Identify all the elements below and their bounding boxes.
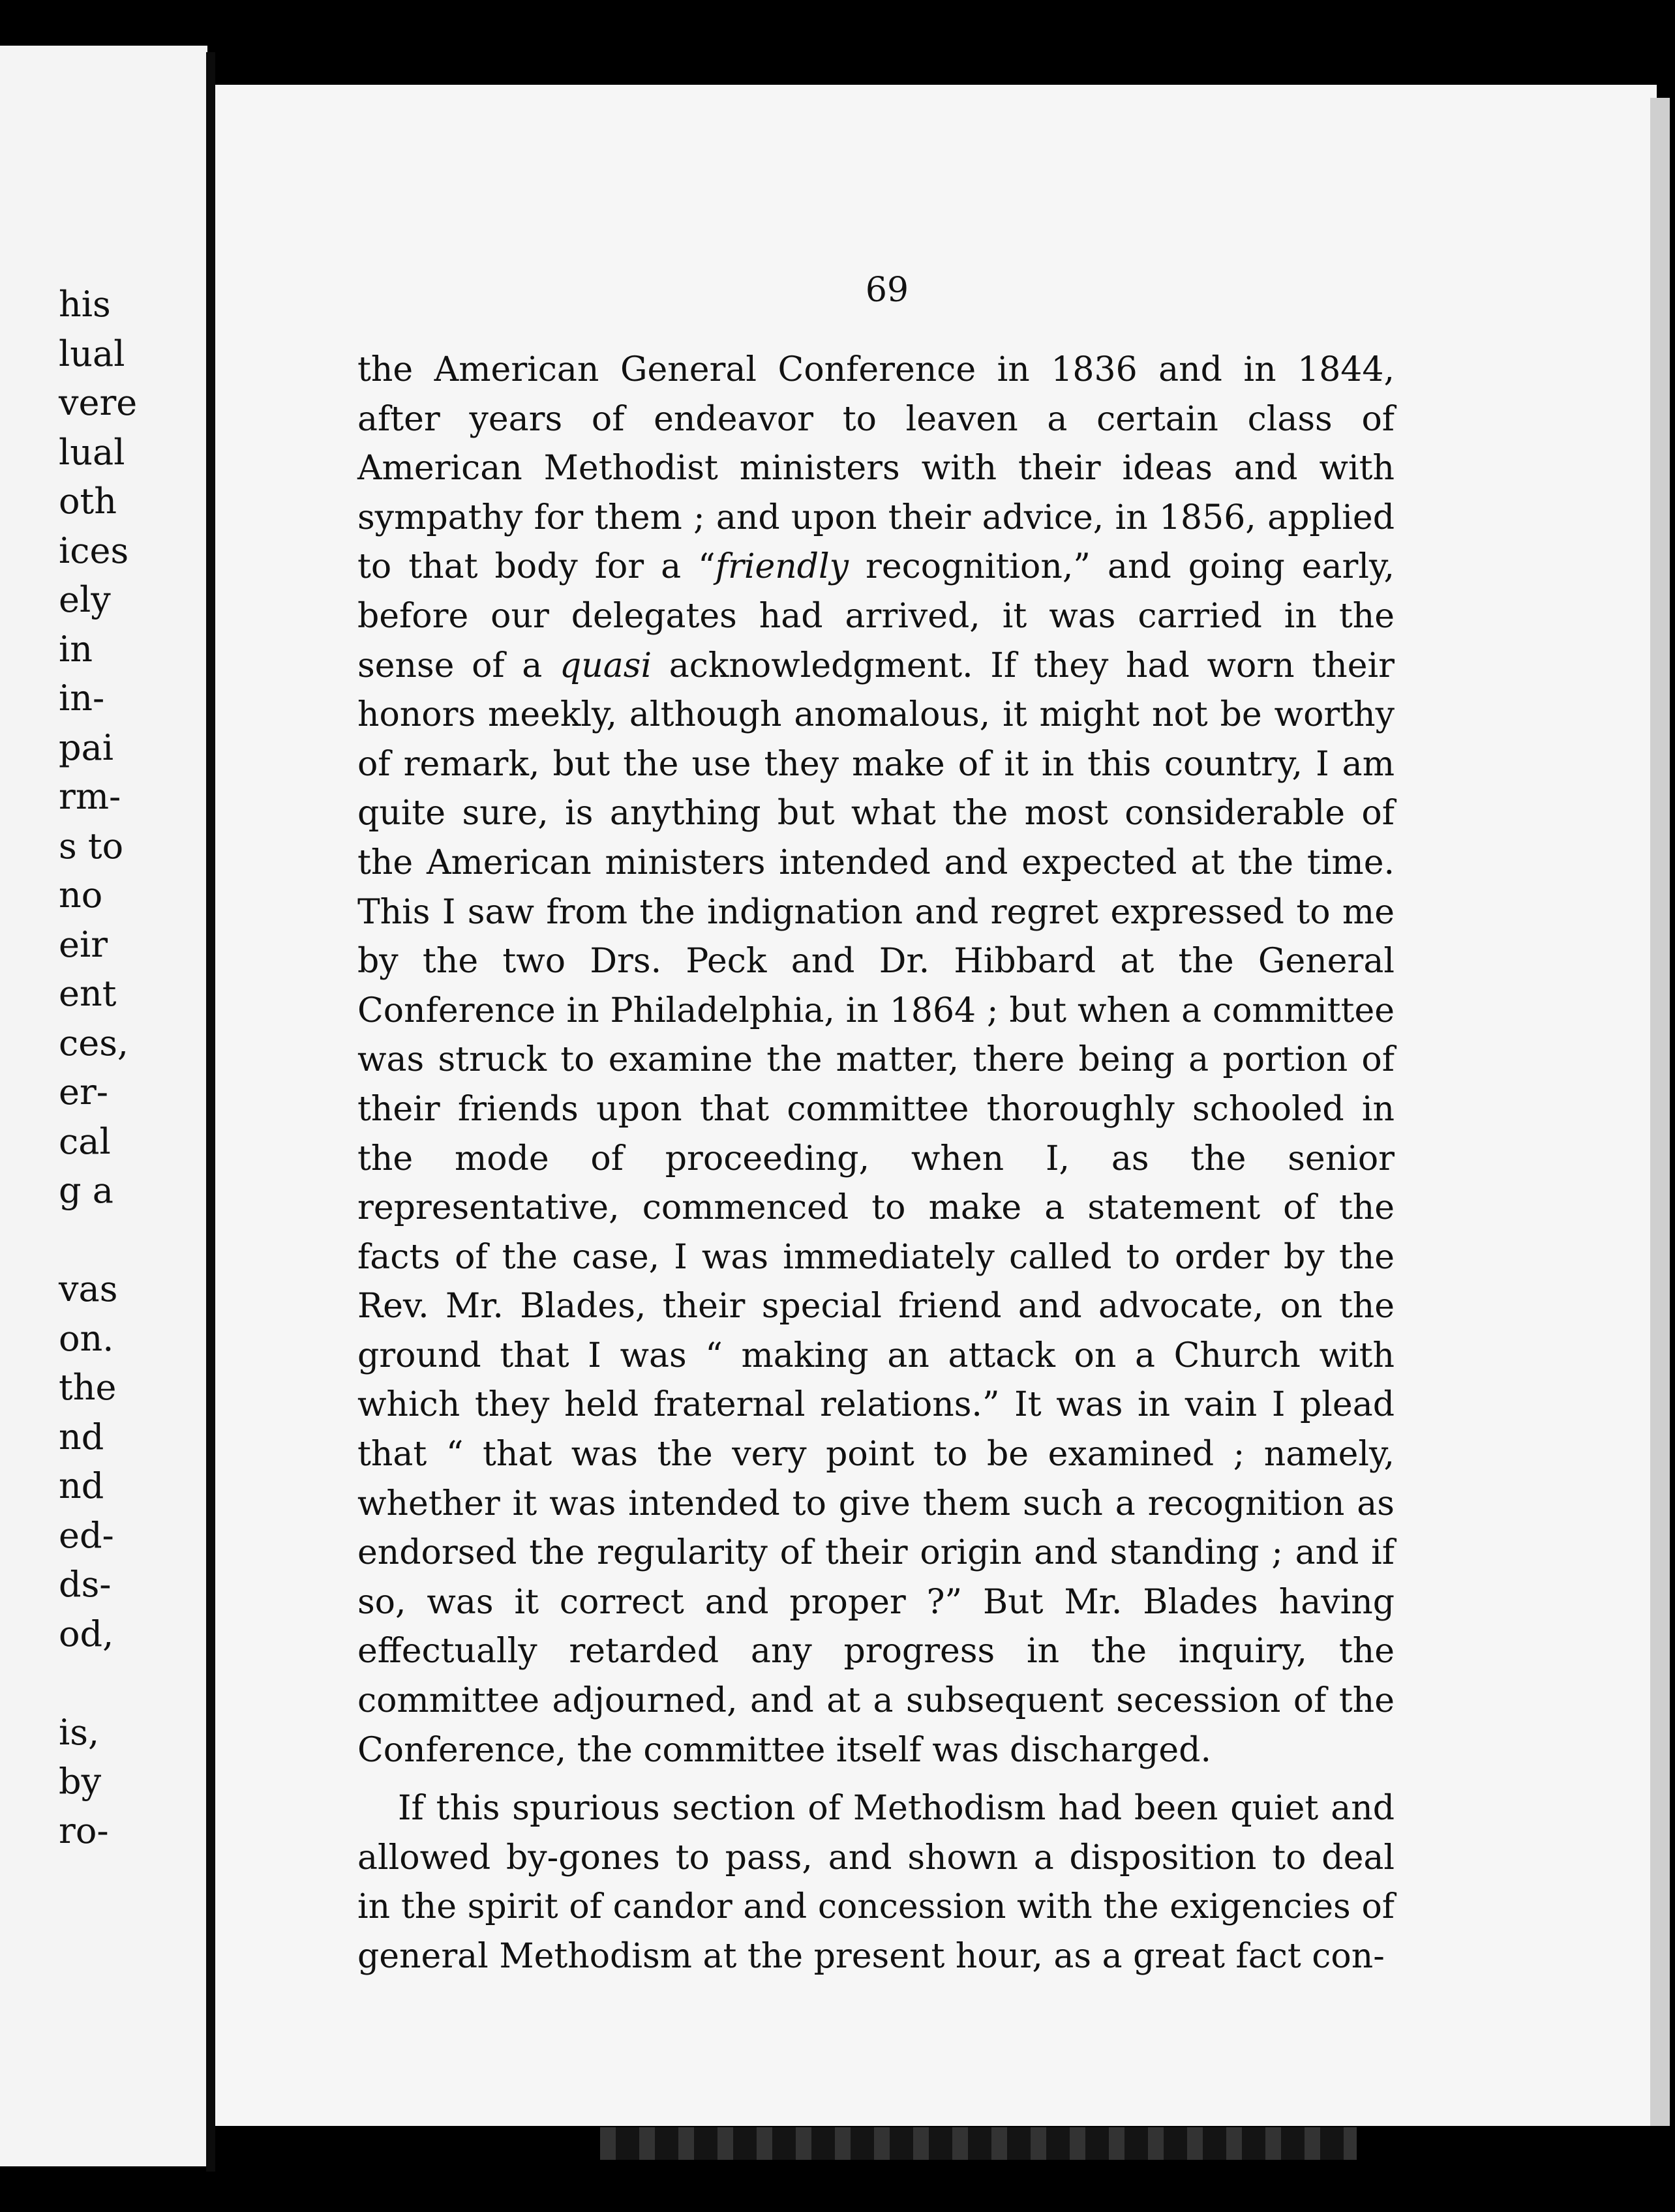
paragraph-1	[357, 346, 1395, 1775]
left-page-fragment: ds-	[59, 1564, 112, 1605]
italic-text: quasi	[560, 646, 652, 685]
left-page-fragment: ces,	[59, 1022, 129, 1064]
left-page-fragment: the	[59, 1367, 117, 1408]
italic-text: friendly	[715, 547, 849, 587]
left-page-fragment: lual	[59, 333, 125, 374]
left-page-fragment: his	[59, 284, 111, 325]
left-page-fragment: by	[59, 1761, 102, 1802]
text-segment: the American General Conference in 1836 and in 1844, after years of endeavor to leaven a certain class of American Methodist ministers with their ideas and with sympathy for them ; and upon their advice, in 1856, applied to that body for a “	[357, 350, 1395, 587]
left-page-fragment: od,	[59, 1613, 114, 1654]
previous-page	[0, 46, 207, 2166]
left-page-fragment: ely	[59, 579, 111, 620]
text-segment: recognition,” and going early, before our delegates had arrived, it was carried in the sense of a	[357, 547, 1395, 685]
left-page-fragment: rm-	[59, 776, 121, 817]
left-page-fragment: is,	[59, 1711, 100, 1753]
page-edge	[1650, 98, 1670, 2126]
page-bottom-shadow	[600, 2127, 1357, 2160]
left-page-fragment: nd	[59, 1465, 104, 1506]
left-page-fragment: eir	[59, 923, 108, 965]
left-page-fragment: on.	[59, 1317, 114, 1359]
left-page-fragment: pai	[59, 726, 114, 768]
left-page-fragment: ed-	[59, 1514, 114, 1556]
left-page-fragment: g a	[59, 1170, 113, 1211]
paragraph-2	[357, 1784, 1395, 1981]
left-page-fragment: oth	[59, 481, 117, 522]
page-number: 69	[865, 271, 909, 310]
book-gutter	[206, 52, 215, 2172]
left-page-fragment: vere	[59, 382, 138, 423]
left-page-fragment: ices	[59, 530, 129, 571]
left-page-fragment: s to	[59, 825, 124, 867]
left-page-fragment: lual	[59, 431, 125, 473]
left-page-fragment: ent	[59, 973, 117, 1014]
page-text	[357, 346, 1395, 1982]
text-segment: If this spurious section of Methodism had been quiet and allowed by-gones to pass, and shown a disposition to deal in the spirit of candor and concession with the exigencies of general Methodism at the present hour, as a great fact con-	[357, 1789, 1395, 1976]
left-page-fragment: no	[59, 874, 103, 916]
left-page-fragment: vas	[59, 1268, 118, 1309]
text-segment: acknowledgment. If they had worn their honors meekly, although anomalous, it might not be worthy of remark, but the use they make of it in this country, I am quite sure, is anything but what the most considerable of the American ministers intended and expected at the time. This I saw from the indignation and regret expressed to me by the two Drs. Peck and Dr. Hibbard at the General Conference in Philadelphia, in 1864 ; but when a committee was struck to examine the matter, there being a portion of their friends upon that committee thoroughly schooled in the mode of proceeding, when I, as the senior representative, commenced to make a statement of the facts of the case, I was immediately called to order by the Rev. Mr. Blades, their special friend and advocate, on the ground that I was “ making an attack on a Church with which they held fraternal relations.” It was in vain I plead that “ that was the very point to be examined ; namely, whether it was intended to give them such a recognition as endorsed the regularity of their origin and standing ; and if so, was it correct and proper ?” But Mr. Blades having effectually retarded any progress in the inquiry, the committee adjourned, and at a subsequent secession of the Conference, the committee itself was discharged.	[357, 646, 1395, 1770]
left-page-fragment: ro-	[59, 1810, 109, 1851]
left-page-fragment: nd	[59, 1416, 104, 1457]
left-page-fragment: in-	[59, 678, 105, 719]
left-page-fragment: in	[59, 628, 93, 670]
left-page-fragment: er-	[59, 1071, 109, 1113]
left-page-fragment: cal	[59, 1120, 111, 1162]
